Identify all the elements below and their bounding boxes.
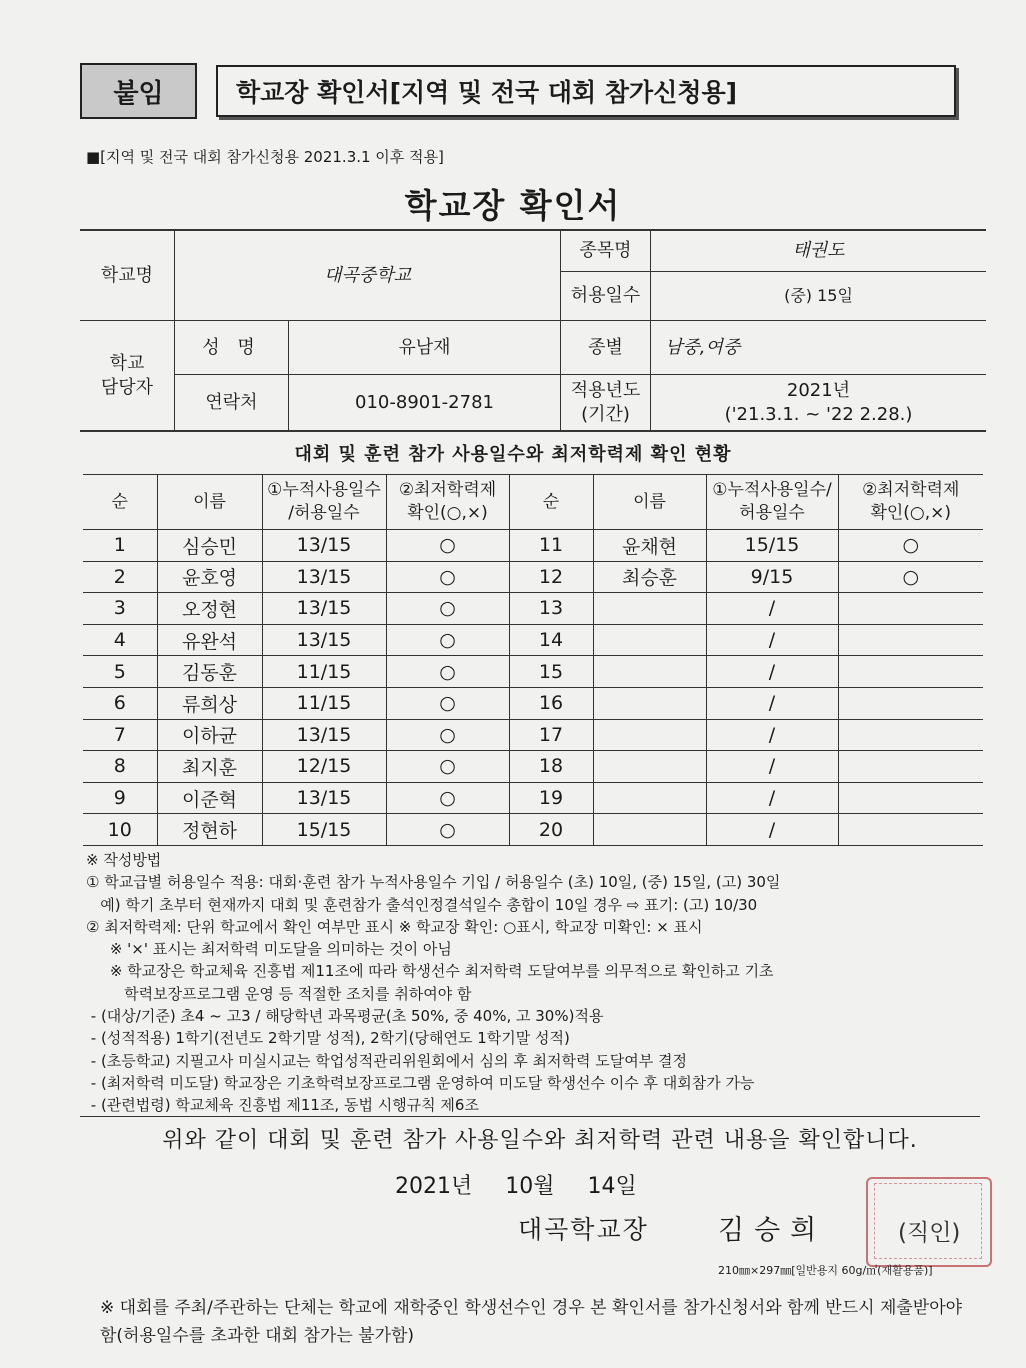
- cell-d2: /: [706, 593, 838, 625]
- cell-name2: [593, 593, 706, 625]
- contact-value: 010-8901-2781: [355, 391, 494, 413]
- cell-name1: 최지훈: [157, 751, 262, 783]
- cell-name2: [593, 719, 706, 751]
- cell-n1: 3: [83, 593, 157, 625]
- paper-spec: 210㎜×297㎜[일반용지 60g/㎡(재활용품)]: [718, 1264, 933, 1277]
- year-value: [651, 375, 986, 430]
- cell-d2: /: [706, 782, 838, 814]
- cell-n1: 2: [83, 561, 157, 593]
- cell-n1: 4: [83, 624, 157, 656]
- participation-table: [83, 474, 983, 846]
- cell-name1: 김동훈: [157, 656, 262, 688]
- applicability-note: ■[지역 및 전국 대회 참가신청용 2021.3.1 이후 적용]: [86, 148, 444, 166]
- cell-name2: [593, 687, 706, 719]
- col-days-right: ①누적사용일수/ 허용일수: [706, 475, 838, 530]
- event-value: 태권도: [792, 240, 845, 262]
- principal-title: 대곡학교장: [518, 1215, 649, 1244]
- cell-d2: /: [706, 814, 838, 846]
- note-line: 예) 학기 초부터 현재까지 대회 및 훈련참가 출석인정결석일수 총합이 10일 경우 ⇨ 표기: (고) 10/30: [86, 895, 758, 914]
- cell-n1: 6: [83, 687, 157, 719]
- cell-c2: [838, 624, 983, 656]
- cell-n1: 9: [83, 782, 157, 814]
- cell-c2: ○: [838, 561, 983, 593]
- col-no: 순: [83, 475, 157, 530]
- school-value: 대곡중학교: [324, 264, 411, 286]
- cell-n2: 16: [509, 687, 593, 719]
- section-title: 대회 및 훈련 참가 사용일수와 최저학력제 확인 현황: [294, 444, 732, 465]
- note-line: ※ 작성방법: [86, 851, 162, 869]
- table-row: [83, 719, 983, 751]
- cell-c2: [838, 687, 983, 719]
- footer-note: ※ 대회를 주최/주관하는 단체는 학교에 재학중인 학생선수인 경우 본 확인서를 참가신청서와 함께 반드시 제출받아야 함(허용일수를 초과한 대회 참가는 불가함): [100, 1298, 963, 1346]
- cell-c2: [838, 814, 983, 846]
- writing-instructions: [86, 849, 986, 1117]
- table-row: [83, 782, 983, 814]
- col-confirm-right: ②최저학력제 확인(○,×): [838, 475, 983, 530]
- cell-name1: 윤호영: [157, 561, 262, 593]
- year-label-line1: 적용년도: [570, 380, 641, 402]
- year-label-line2: (기간): [581, 403, 630, 425]
- cell-d2: /: [706, 624, 838, 656]
- cell-c1: ○: [386, 814, 509, 846]
- cell-c1: ○: [386, 687, 509, 719]
- cell-n2: 11: [509, 530, 593, 562]
- event-label: 종목명: [579, 240, 632, 262]
- cell-d1: 13/15: [262, 530, 386, 562]
- header-title: 학교장 확인서[지역 및 전국 대회 참가신청용]: [216, 65, 956, 117]
- year-value-line1: 2021년: [786, 380, 851, 402]
- table-row: [83, 530, 983, 562]
- name-label: 성 명: [202, 336, 261, 358]
- cell-n1: 10: [83, 814, 157, 846]
- cell-name1: 유완석: [157, 624, 262, 656]
- note-line: ② 최저학력제: 단위 학교에서 확인 여부만 표시 ※ 학교장 확인: ○표시, 학교장 미확인: × 표시: [86, 917, 703, 936]
- cell-d1: 13/15: [262, 719, 386, 751]
- cell-d2: /: [706, 719, 838, 751]
- cell-c1: ○: [386, 593, 509, 625]
- cell-d2: /: [706, 687, 838, 719]
- cell-d1: 15/15: [262, 814, 386, 846]
- cell-name1: 정현하: [157, 814, 262, 846]
- table-row: [83, 656, 983, 688]
- cell-d2: /: [706, 751, 838, 783]
- allowed-days-value: (중) 15일: [784, 285, 853, 305]
- table-header-row: [83, 475, 983, 530]
- cell-c1: ○: [386, 782, 509, 814]
- table-row: [83, 687, 983, 719]
- note-line: ※ 학교장은 학교체육 진흥법 제11조에 따라 학생선수 최저학력 도달여부를 의무적으로 확인하고 기초: [86, 962, 774, 981]
- cell-d1: 13/15: [262, 593, 386, 625]
- issue-date: 2021년 10월 14일: [395, 1174, 637, 1199]
- note-line: - (대상/기준) 초4 ~ 고3 / 해당학년 과목평균(초 50%, 중 40%, 고 30%)적용: [86, 1007, 604, 1026]
- cell-c2: [838, 782, 983, 814]
- seal-label: (직인): [898, 1220, 961, 1246]
- cell-name1: 이준혁: [157, 782, 262, 814]
- document-title: 학교장 확인서: [404, 186, 622, 225]
- manager-label-line1: 학교: [109, 353, 145, 375]
- col-days: ①누적사용일수 /허용일수: [262, 475, 386, 530]
- category-label: 종별: [588, 336, 623, 358]
- cell-name2: [593, 656, 706, 688]
- category-value: 남중,여중: [665, 336, 741, 358]
- confirmation-statement: 위와 같이 대회 및 훈련 참가 사용일수와 최저학력 관련 내용을 확인합니다.: [162, 1128, 918, 1153]
- cell-c2: [838, 656, 983, 688]
- cell-d1: 12/15: [262, 751, 386, 783]
- cell-n2: 14: [509, 624, 593, 656]
- cell-d1: 13/15: [262, 782, 386, 814]
- cell-c1: ○: [386, 624, 509, 656]
- cell-c2: ○: [838, 530, 983, 562]
- cell-name2: [593, 782, 706, 814]
- cell-d1: 13/15: [262, 624, 386, 656]
- cell-c1: ○: [386, 530, 509, 562]
- cell-name1: 이하균: [157, 719, 262, 751]
- cell-name2: [593, 751, 706, 783]
- cell-c1: ○: [386, 751, 509, 783]
- table-row: [83, 751, 983, 783]
- cell-name1: 오정현: [157, 593, 262, 625]
- note-line: - (관련법령) 학교체육 진흥법 제11조, 동법 시행규칙 제6조: [86, 1096, 479, 1115]
- cell-d1: 11/15: [262, 687, 386, 719]
- cell-d1: 11/15: [262, 656, 386, 688]
- cell-c1: ○: [386, 656, 509, 688]
- cell-n2: 12: [509, 561, 593, 593]
- allowed-days-label: 허용일수: [570, 285, 641, 307]
- cell-name2: 윤채현: [593, 530, 706, 562]
- cell-c2: [838, 751, 983, 783]
- divider: [80, 1116, 980, 1117]
- cell-name2: 최승훈: [593, 561, 706, 593]
- contact-label: 연락처: [205, 391, 258, 413]
- table-row: [83, 593, 983, 625]
- cell-n1: 5: [83, 656, 157, 688]
- cell-name2: [593, 624, 706, 656]
- cell-n2: 18: [509, 751, 593, 783]
- name-value: 유남재: [398, 336, 451, 358]
- note-line: ※ '×' 표시는 최저학력 미도달을 의미하는 것이 아님: [86, 940, 452, 959]
- attachment-tag: 붙임: [80, 63, 197, 119]
- cell-d2: 9/15: [706, 561, 838, 593]
- note-line: - (초등학교) 지필고사 미실시교는 학업성적관리위원회에서 심의 후 최저학력 도달여부 결정: [86, 1051, 687, 1070]
- table-row: [83, 814, 983, 846]
- table-row: [83, 624, 983, 656]
- cell-n1: 7: [83, 719, 157, 751]
- note-line: - (최저학력 미도달) 학교장은 기초학력보장프로그램 운영하여 미도달 학생선수 이수 후 대회참가 가능: [86, 1073, 755, 1092]
- cell-name1: 심승민: [157, 530, 262, 562]
- cell-n2: 15: [509, 656, 593, 688]
- col-confirm: ②최저학력제 확인(○,×): [386, 475, 509, 530]
- col-name-right: 이름: [593, 475, 706, 530]
- cell-d1: 13/15: [262, 561, 386, 593]
- manager-label: [80, 321, 174, 430]
- cell-n2: 17: [509, 719, 593, 751]
- cell-c1: ○: [386, 719, 509, 751]
- cell-d2: 15/15: [706, 530, 838, 562]
- principal-name: 김승희: [718, 1215, 827, 1246]
- table-row: [83, 561, 983, 593]
- cell-c1: ○: [386, 561, 509, 593]
- col-no-right: 순: [509, 475, 593, 530]
- year-value-line2: ('21.3.1. ~ '22 2.28.): [724, 403, 913, 425]
- note-line: - (성적적용) 1학기(전년도 2학기말 성적), 2학기(당해연도 1학기말 성적): [86, 1029, 570, 1048]
- note-line: ① 학교급별 허용일수 적용: 대회·훈련 참가 누적사용일수 기입 / 허용일수 (초) 10일, (중) 15일, (고) 30일: [86, 873, 781, 892]
- cell-d2: /: [706, 656, 838, 688]
- cell-c2: [838, 719, 983, 751]
- cell-n2: 19: [509, 782, 593, 814]
- year-label: [561, 375, 650, 430]
- school-label: 학교명: [100, 264, 154, 286]
- cell-n2: 13: [509, 593, 593, 625]
- cell-n1: 1: [83, 530, 157, 562]
- cell-n1: 8: [83, 751, 157, 783]
- cell-name1: 류희상: [157, 687, 262, 719]
- col-name: 이름: [157, 475, 262, 530]
- cell-c2: [838, 593, 983, 625]
- cell-n2: 20: [509, 814, 593, 846]
- note-line: 학력보장프로그램 운영 등 적절한 조치를 취하여야 함: [86, 984, 472, 1003]
- manager-label-line2: 담당자: [100, 376, 154, 398]
- cell-name2: [593, 814, 706, 846]
